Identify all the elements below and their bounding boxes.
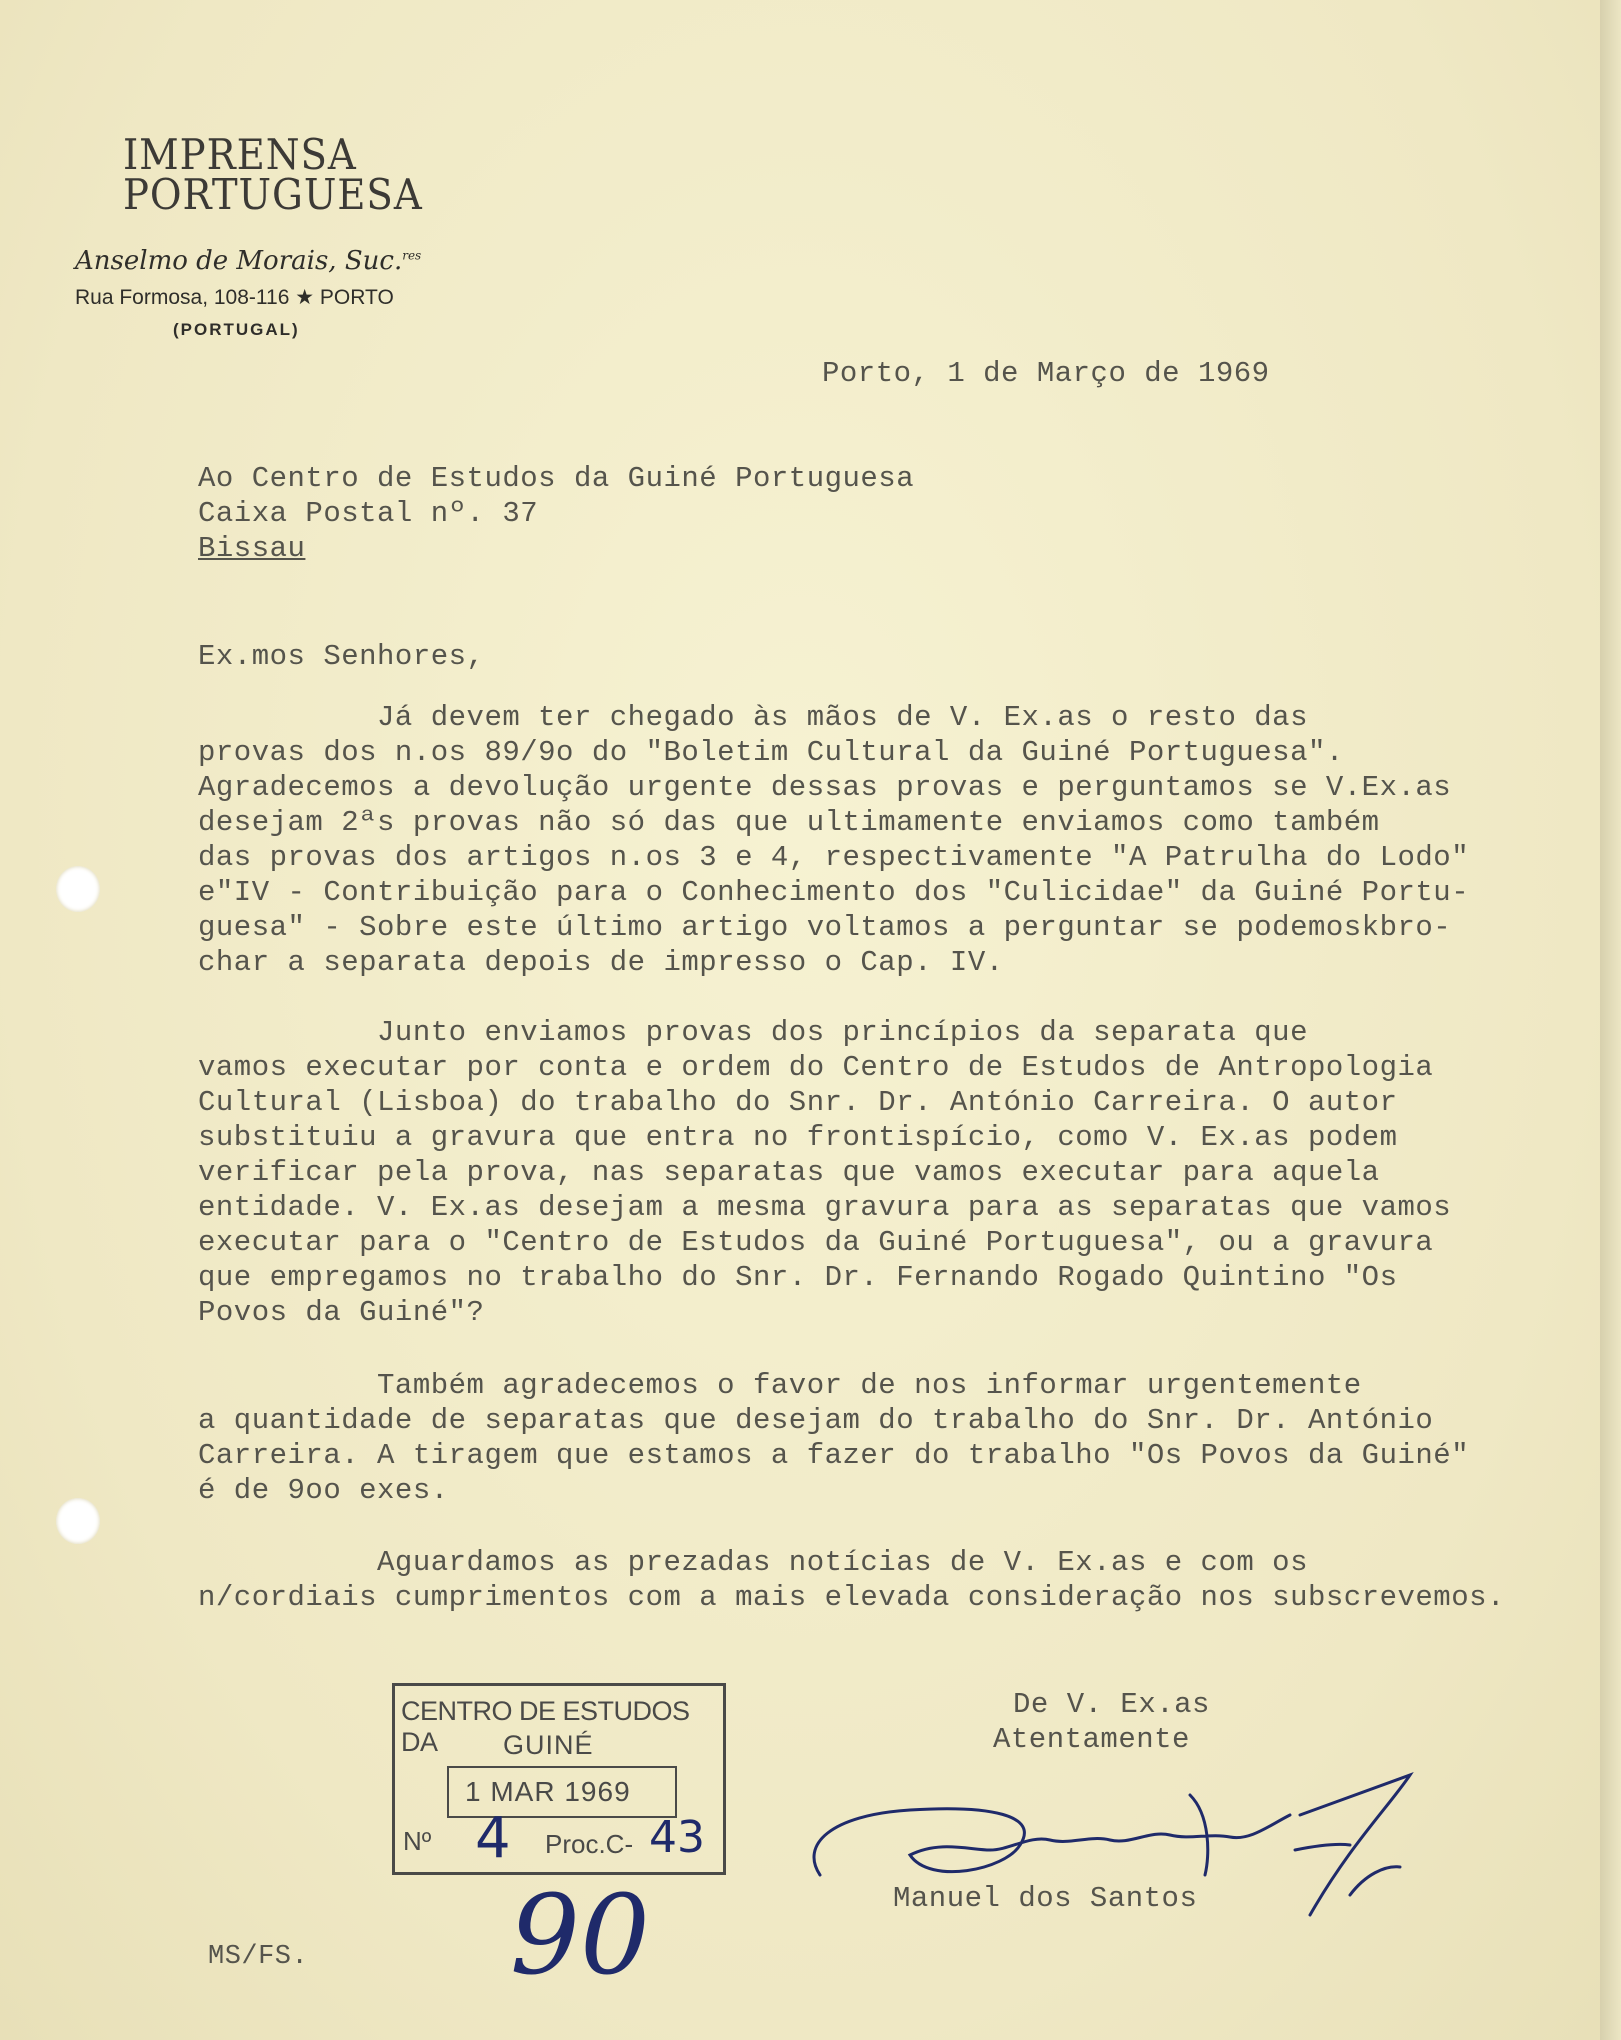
salutation: Ex.mos Senhores, xyxy=(198,640,485,673)
stamp-line1: CENTRO DE ESTUDOS DA xyxy=(401,1696,690,1757)
stamp-number-handwritten: 4 xyxy=(475,1806,511,1871)
letterhead-brand-line2: PORTUGUESA xyxy=(123,170,423,219)
recipient-line2: Caixa Postal nº. 37 xyxy=(198,497,539,530)
stamp-line2: GUINÉ xyxy=(503,1730,594,1760)
letterhead-brand-line1: IMPRENSA xyxy=(123,130,357,179)
typist-initials: MS/FS. xyxy=(208,1942,309,1972)
letterhead-successors-sup: res xyxy=(402,248,422,263)
received-stamp xyxy=(392,1683,726,1875)
letterhead-successors xyxy=(75,246,421,276)
recipient-line3: Bissau xyxy=(198,532,306,565)
body-paragraph-2: Junto enviamos provas dos princípios da separata que vamos executar por conta e ordem do Centro de Estudos de Antropologia Cultural (Lisboa) do trabalho do Snr. Dr. António Carreira. O autor substituiu a gravura que entra no frontispício, como V. Ex.as podem verificar pela prova, nas separatas que vamos executar para aquela entidade. V. Ex.as desejam a mesma gravura para as separatas que vamos executar para o "Centro de Estudos da Guiné Portuguesa", ou a gravura que empregamos no trabalho do Snr. Dr. Fernando Rogado Quintino "Os Povos da Guiné"? xyxy=(198,1016,1452,1329)
closing-line1: De V. Ex.as xyxy=(1013,1688,1210,1721)
stamp-number-label: Nº xyxy=(403,1826,432,1856)
letter-date: Porto, 1 de Março de 1969 xyxy=(822,357,1270,390)
letterhead-country: (PORTUGAL) xyxy=(173,320,300,339)
closing-line2: Atentamente xyxy=(993,1723,1190,1756)
handwritten-note: 90 xyxy=(510,1871,650,1999)
signatory-name: Manuel dos Santos xyxy=(893,1882,1198,1915)
body-paragraph-3: Também agradecemos o favor de nos informar urgentemente a quantidade de separatas que desejam do trabalho do Snr. Dr. António Carreira. A tiragem que estamos a fazer do trabalho "Os Povos da Guiné" é de 9oo exes. xyxy=(198,1369,1470,1507)
letterhead-successors-text: Anselmo de Morais, Suc. xyxy=(75,246,403,276)
body-paragraph-4: Aguardamos as prezadas notícias de V. Ex.as e com os n/cordiais cumprimentos com a mais elevada consideração nos subscrevemos. xyxy=(198,1546,1505,1614)
stamp-proc-handwritten: 43 xyxy=(649,1812,705,1863)
punch-hole-bottom xyxy=(56,1498,100,1544)
stamp-date: 1 MAR 1969 xyxy=(465,1776,631,1807)
stamp-proc-label: Proc.C- xyxy=(545,1829,634,1859)
page-edge xyxy=(1600,0,1621,2040)
body-paragraph-1: Já devem ter chegado às mãos de V. Ex.as o resto das provas dos n.os 89/9o do "Boletim Cultural da Guiné Portuguesa". Agradecemos a devolução urgente dessas provas e perguntamos se V.Ex.as desejam 2ªs provas não só das que ultimamente enviamos como também das provas dos artigos n.os 3 e 4, respectivamente "A Patrulha do Lodo" e"IV - Contribuição para o Conhecimento dos "Culicidae" da Guiné Portu- guesa" - Sobre este último artigo voltamos a perguntar se podemoskbro- char a separata depois de impresso o Cap. IV. xyxy=(198,701,1470,979)
recipient-line1: Ao Centro de Estudos da Guiné Portuguesa xyxy=(198,462,915,495)
punch-hole-top xyxy=(56,866,100,912)
letterhead-address: Rua Formosa, 108-116 ★ PORTO xyxy=(75,286,394,309)
